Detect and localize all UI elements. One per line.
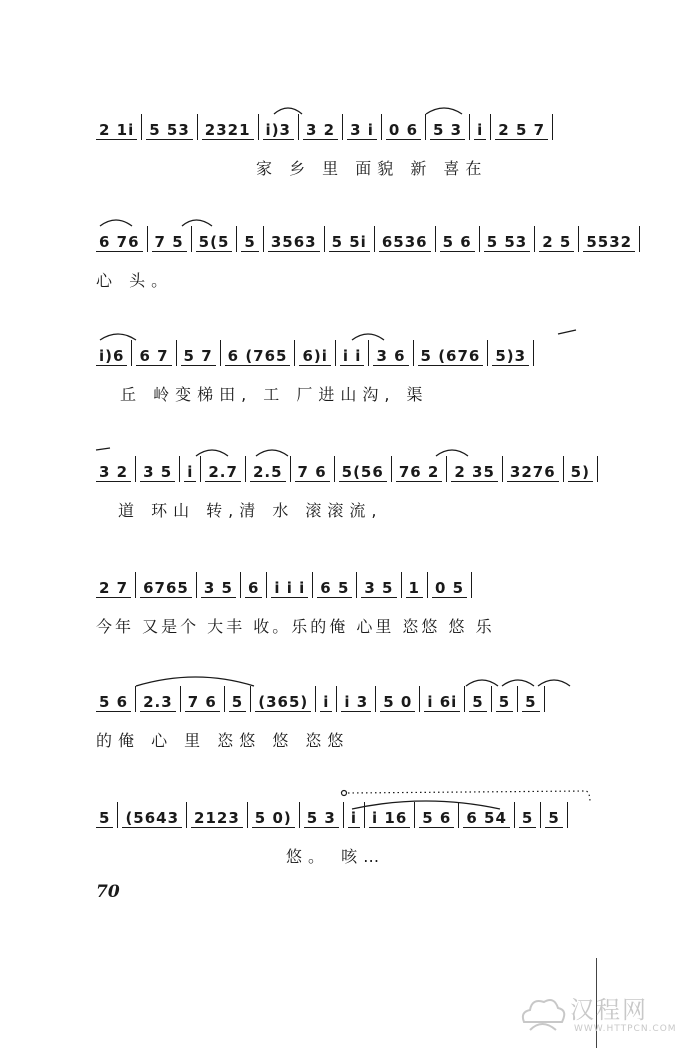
measure: i 3	[341, 693, 371, 712]
bar-line	[315, 686, 316, 712]
measure: (5643	[122, 809, 182, 828]
measure: 5 5i	[329, 233, 370, 252]
measure: 2 1i	[96, 121, 137, 140]
site-watermark	[512, 988, 682, 1044]
measure: 2123	[191, 809, 243, 828]
lyrics-line: 丘 岭变梯田, 工 厂进山沟, 渠	[120, 385, 429, 404]
bar-line	[312, 572, 313, 598]
measure: 5	[469, 693, 486, 712]
measure: 7 6	[295, 463, 330, 482]
bar-line	[356, 572, 357, 598]
measure: 2.3	[140, 693, 176, 712]
measure: i	[474, 121, 486, 140]
measure: 6)i	[299, 347, 330, 366]
bar-line	[240, 572, 241, 598]
bar-line	[401, 572, 402, 598]
bar-line	[324, 226, 325, 252]
bar-line	[258, 114, 259, 140]
measure: 5 0)	[252, 809, 295, 828]
bar-line	[368, 340, 369, 366]
bar-line	[250, 686, 251, 712]
bar-line	[471, 572, 472, 598]
notation-line	[96, 684, 606, 712]
measure: 5 0	[380, 693, 415, 712]
measure: 5532	[583, 233, 635, 252]
bar-line	[425, 114, 426, 140]
measure: 5	[229, 693, 246, 712]
measure: 2 5	[539, 233, 574, 252]
bar-line	[135, 456, 136, 482]
bar-line	[479, 226, 480, 252]
notation-line	[96, 224, 633, 252]
measure: 5)3	[492, 347, 529, 366]
bar-line	[334, 456, 335, 482]
bar-line	[491, 686, 492, 712]
measure: 76 2	[396, 463, 443, 482]
bar-line	[381, 114, 382, 140]
bar-line	[245, 456, 246, 482]
bar-line	[639, 226, 640, 252]
measure: 5	[496, 693, 513, 712]
cloud-logo-icon	[516, 992, 568, 1038]
measure: 5 6	[96, 693, 131, 712]
bar-line	[135, 572, 136, 598]
bar-line	[224, 686, 225, 712]
measure: i 16	[369, 809, 410, 828]
bar-line	[117, 802, 118, 828]
lyrics-line: 今年 又是个 大丰 收。乐的俺 心里 恣悠 悠 乐	[96, 617, 495, 636]
measure: 6 76	[96, 233, 143, 252]
bar-line	[427, 572, 428, 598]
measure: i)3	[263, 121, 294, 140]
measure: 5(56	[339, 463, 387, 482]
bar-line	[464, 686, 465, 712]
notation-line	[96, 338, 606, 366]
measure: 3 6	[373, 347, 408, 366]
watermark-text: 汉程网	[570, 996, 648, 1024]
bar-line	[263, 226, 264, 252]
measure: 3 5	[201, 579, 236, 598]
measure: 5 7	[181, 347, 216, 366]
bar-line	[131, 340, 132, 366]
measure: 5	[519, 809, 536, 828]
measure: 6536	[379, 233, 431, 252]
page-number: 70	[96, 882, 120, 902]
measure: 6765	[140, 579, 192, 598]
bar-line	[196, 572, 197, 598]
measure: 3 5	[140, 463, 175, 482]
measure: i	[320, 693, 332, 712]
measure: 5 6	[440, 233, 475, 252]
measure: i	[184, 463, 196, 482]
notation-line	[96, 454, 606, 482]
bar-line	[298, 114, 299, 140]
measure: 3563	[268, 233, 320, 252]
measure: 2 7	[96, 579, 131, 598]
measure: 5	[522, 693, 539, 712]
bar-line	[247, 802, 248, 828]
bar-line	[186, 802, 187, 828]
bar-line	[597, 456, 598, 482]
bar-line	[197, 114, 198, 140]
measure: 5 53	[146, 121, 193, 140]
bar-line	[220, 340, 221, 366]
measure: 2321	[202, 121, 254, 140]
measure: 2.5	[250, 463, 286, 482]
bar-line	[200, 456, 201, 482]
bar-line	[374, 226, 375, 252]
measure: 5 6	[419, 809, 454, 828]
bar-line	[552, 114, 553, 140]
measure: 5 53	[484, 233, 531, 252]
bar-line	[299, 802, 300, 828]
bar-line	[517, 686, 518, 712]
measure: 6 5	[317, 579, 352, 598]
bar-line	[487, 340, 488, 366]
notation-line	[96, 800, 606, 828]
bar-line	[135, 686, 136, 712]
bar-line	[534, 226, 535, 252]
bar-line	[141, 114, 142, 140]
bar-line	[336, 686, 337, 712]
bar-line	[180, 686, 181, 712]
bar-line	[469, 114, 470, 140]
bar-line	[435, 226, 436, 252]
measure: i i	[340, 347, 365, 366]
measure: 6	[245, 579, 262, 598]
bar-line	[578, 226, 579, 252]
notation-line	[96, 112, 606, 140]
lyrics-line: 的俺 心 里 恣悠 悠 恣悠	[96, 731, 350, 750]
bar-line	[502, 456, 503, 482]
bar-line	[391, 456, 392, 482]
measure: 3 5	[361, 579, 396, 598]
measure: 1	[406, 579, 423, 598]
measure: 5 3	[430, 121, 465, 140]
bar-line	[147, 226, 148, 252]
bar-line	[191, 226, 192, 252]
lyrics-line: 家 乡 里 面貌 新 喜在	[256, 159, 488, 178]
bar-line	[446, 456, 447, 482]
measure: 2 35	[451, 463, 498, 482]
notation-line	[96, 570, 606, 598]
measure: 5	[241, 233, 258, 252]
bar-line	[413, 340, 414, 366]
measure: 6 (765	[225, 347, 291, 366]
measure: 5(5	[196, 233, 233, 252]
measure: i	[348, 809, 360, 828]
bar-line	[375, 686, 376, 712]
bar-line	[342, 114, 343, 140]
bar-line	[176, 340, 177, 366]
bar-line	[236, 226, 237, 252]
bar-line	[458, 802, 459, 828]
bar-line	[533, 340, 534, 366]
measure: 7 6	[185, 693, 220, 712]
measure: 3276	[507, 463, 559, 482]
bar-line	[179, 456, 180, 482]
measure: 2.7	[205, 463, 241, 482]
bar-line	[343, 802, 344, 828]
bar-line	[490, 114, 491, 140]
measure: 5	[545, 809, 562, 828]
watermark-url: WWW.HTTPCN.COM	[574, 1024, 677, 1034]
bar-line	[514, 802, 515, 828]
measure: 6 54	[463, 809, 510, 828]
measure: 6 7	[136, 347, 171, 366]
measure: 0 6	[386, 121, 421, 140]
bar-line	[544, 686, 545, 712]
measure: i 6i	[424, 693, 460, 712]
measure: i i i	[271, 579, 308, 598]
bar-line	[567, 802, 568, 828]
measure: 5	[96, 809, 113, 828]
bar-line	[563, 456, 564, 482]
bar-line	[294, 340, 295, 366]
bar-line	[335, 340, 336, 366]
measure: 3 2	[303, 121, 338, 140]
measure: 0 5	[432, 579, 467, 598]
measure: i)6	[96, 347, 127, 366]
bar-line	[266, 572, 267, 598]
measure: 2 5 7	[495, 121, 548, 140]
lyrics-line: 悠。 咳…	[286, 847, 386, 866]
measure: 7 5	[152, 233, 187, 252]
bar-line	[414, 802, 415, 828]
measure: 5 3	[304, 809, 339, 828]
measure: 3 i	[347, 121, 377, 140]
measure: (365)	[255, 693, 311, 712]
bar-line	[364, 802, 365, 828]
measure: 5 (676	[418, 347, 484, 366]
measure: 5)	[568, 463, 593, 482]
measure: 3 2	[96, 463, 131, 482]
bar-line	[290, 456, 291, 482]
lyrics-line: 道 环山 转,清 水 滚滚流,	[118, 501, 383, 520]
bar-line	[419, 686, 420, 712]
bar-line	[540, 802, 541, 828]
lyrics-line: 心 头。	[96, 271, 174, 290]
